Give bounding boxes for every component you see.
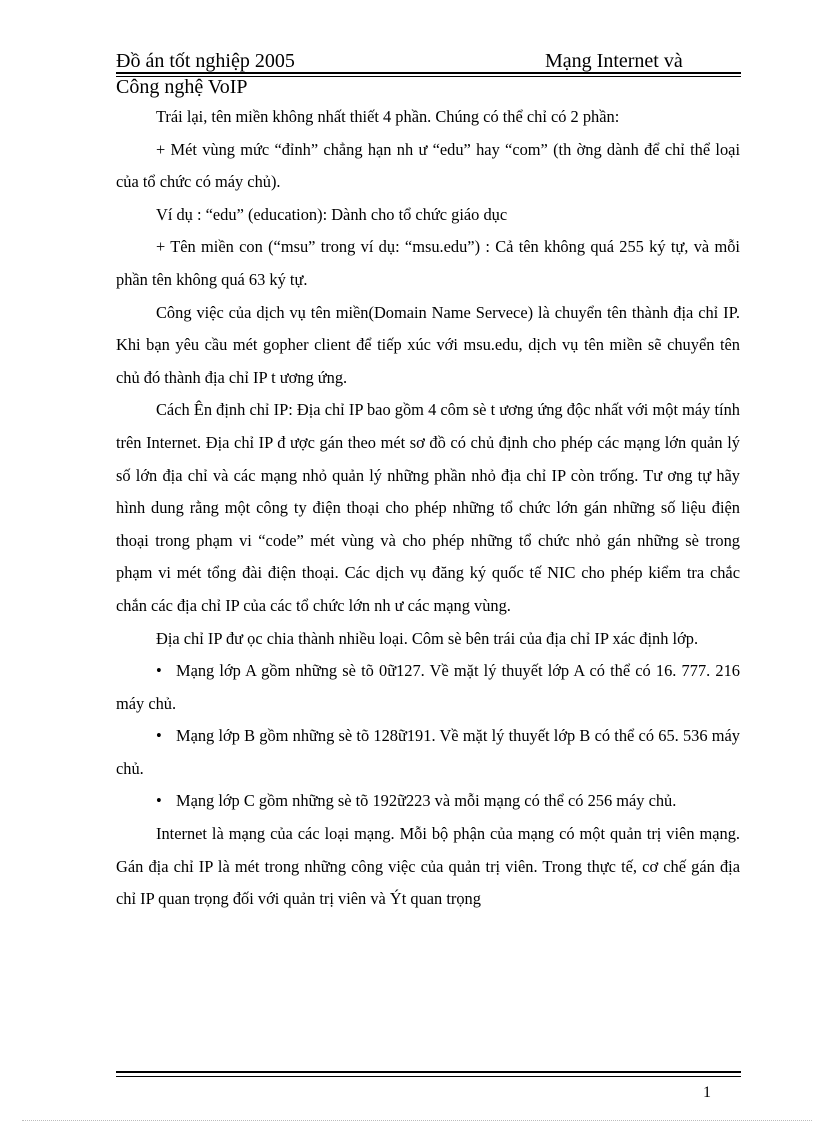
bullet-text: Mạng lớp C gồm những sè tõ 192ữ223 và mỗi mạng có thể có 256 máy chủ. [176,791,677,811]
document-body [116,101,740,916]
bullet-text: Mạng lớp B gồm những sè tõ 128ữ191. Về mặt lý thuyết lớp B có thể có 65. 536 máy chủ. [116,726,740,778]
paragraph: + Mét vùng mức “đỉnh” chẳng hạn nh ư “edu” hay “com” (th ờng dành để chỉ thể loại của tổ chức có máy chủ). [116,139,740,192]
footer-rule-thin [116,1076,741,1077]
paragraph: Cách Ên định chỉ IP: Địa chỉ IP bao gồm 4 côm sè t ương ứng độc nhất với một máy tính trên Internet. Địa chỉ IP đ ược gán theo mét sơ đồ có chủ định cho phép các mạng lớn quản lý số lớn địa chỉ và các mạng nhỏ quản lý những phần nhỏ địa chỉ IP còn trống. Tư ơng tự hãy hình dung rằng một công ty điện thoại cho phép những tổ chức lớn gán những số liệu điện thoại trong phạm vi “code” mét vùng và cho phép những tổ chức nhỏ gán những sè trong phạm vi mét tổng đài điện thoại. Các dịch vụ đăng ký quốc tế NIC cho phép kiểm tra chắc chắn các địa chỉ IP của các tổ chức lớn nh ư các mạng vùng. [116,400,740,615]
footer-rule-thick [116,1071,741,1073]
bullet-item [116,720,740,785]
bullet-icon: • [156,726,162,746]
bullet-item [116,655,740,720]
header-rule-thick [116,72,741,74]
page-header-line2: Công nghệ VoIP [116,76,248,98]
paragraph: Internet là mạng của các loại mạng. Mỗi bộ phận của mạng có một quản trị viên mạng. Gán địa chỉ IP là mét trong những công việc của quản trị viên. Trong thực tế, cơ chế gán địa chỉ IP quan trọng đối với quản trị viên và Ýt quan trọng [116,824,740,909]
page-boundary [22,1120,812,1121]
bullet-icon: • [156,791,162,811]
bullet-text: Mạng lớp A gồm những sè tõ 0ữ127. Về mặt lý thuyết lớp A có thể có 16. 777. 216 máy chủ. [116,661,740,713]
paragraph: Trái lại, tên miền không nhất thiết 4 phần. Chúng có thể chỉ có 2 phần: [156,107,620,126]
paragraph: Địa chỉ IP đư ọc chia thành nhiều loại. Côm sè bên trái của địa chỉ IP xác định lớp. [156,628,699,648]
page-header-right: Mạng Internet và [545,50,683,72]
page-number: 1 [703,1084,711,1101]
bullet-item [116,785,740,818]
paragraph: Ví dụ : “edu” (education): Dành cho tổ chức giáo dục [156,204,508,224]
paragraph: + Tên miền con (“msu” trong ví dụ: “msu.edu”) : Cả tên không quá 255 ký tự, và mỗi phần tên không quá 63 ký tự. [116,237,740,289]
bullet-icon: • [156,661,162,681]
page-header-left: Đồ án tốt nghiệp 2005 [116,50,295,72]
paragraph: Công việc của dịch vụ tên miền(Domain Name Servece) là chuyển tên thành địa chỉ IP. Khi bạn yêu cầu mét gopher client để tiếp xúc với msu.edu, dịch vụ tên miền sẽ chuyển tên chủ đó thành địa chỉ IP t ương ứng. [116,302,740,387]
